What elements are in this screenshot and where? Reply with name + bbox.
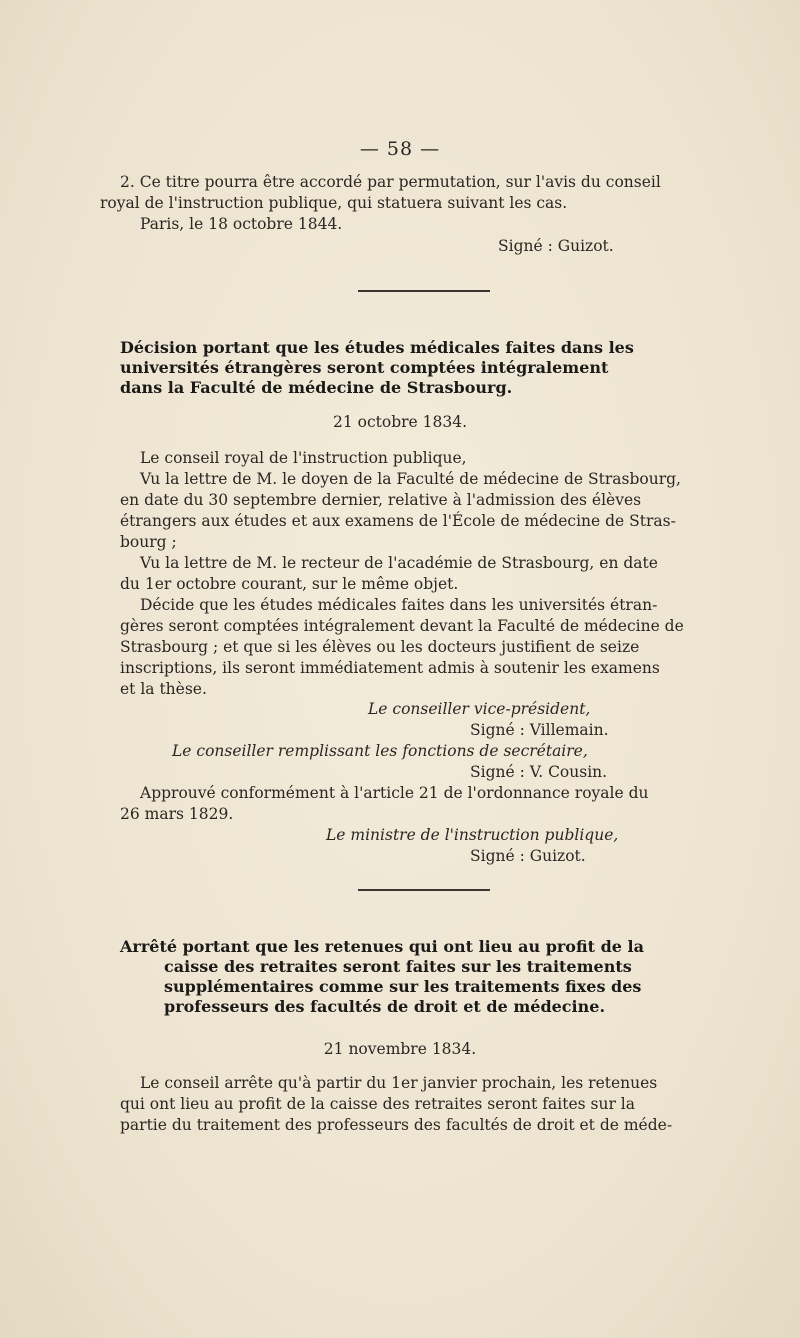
section2-title-line: caisse des retraites seront faites sur les traitements	[164, 957, 632, 976]
intro-line: royal de l'instruction publique, qui statuera suivant les cas.	[100, 194, 568, 212]
section1-body	[120, 448, 696, 700]
approval-paragraph	[120, 783, 696, 825]
section2-title	[120, 937, 698, 1017]
intro-paragraph	[100, 172, 696, 214]
section1-title-line: universités étrangères seront comptées intégralement	[120, 358, 609, 377]
section-divider	[358, 889, 490, 891]
body-line: Le conseil arrête qu'à partir du 1er janvier prochain, les retenues	[140, 1074, 658, 1092]
section1-title-line: Décision portant que les études médicales faites dans les	[120, 338, 634, 357]
body-line: du 1er octobre courant, sur le même objet.	[120, 575, 459, 593]
body-line: étrangers aux études et aux examens de l'École de médecine de Stras-	[120, 512, 676, 530]
sig2-name: Signé : V. Cousin.	[470, 763, 608, 781]
section2-title-line: supplémentaires comme sur les traitements fixes des	[164, 977, 642, 996]
section2-title-line: professeurs des facultés de droit et de médecine.	[164, 997, 606, 1016]
body-line: Le conseil royal de l'instruction publique,	[140, 449, 467, 467]
section-divider	[358, 290, 490, 292]
body-line: et la thèse.	[120, 680, 207, 698]
body-line: gères seront comptées intégralement devant la Faculté de médecine de	[120, 617, 684, 635]
body-line: Strasbourg ; et que si les élèves ou les docteurs justifient de seize	[120, 638, 640, 656]
section2-body	[120, 1073, 696, 1136]
body-line: Vu la lettre de M. le recteur de l'académie de Strasbourg, en date	[140, 554, 658, 572]
approval-line: 26 mars 1829.	[120, 805, 234, 823]
section1-title	[120, 338, 698, 398]
intro-signature: Signé : Guizot.	[498, 237, 614, 255]
intro-line: 2. Ce titre pourra être accordé par permutation, sur l'avis du conseil	[120, 173, 661, 191]
body-line: qui ont lieu au profit de la caisse des retraites seront faites sur la	[120, 1095, 635, 1113]
body-line: en date du 30 septembre dernier, relative à l'admission des élèves	[120, 491, 642, 509]
sig1-name: Signé : Villemain.	[470, 721, 609, 739]
page-number: — 58 —	[359, 138, 441, 160]
body-line: partie du traitement des professeurs des facultés de droit et de méde-	[120, 1116, 673, 1134]
sig3-title: Le ministre de l'instruction publique,	[326, 826, 619, 844]
intro-place-date: Paris, le 18 octobre 1844.	[140, 215, 343, 233]
section2-date: 21 novembre 1834.	[323, 1040, 477, 1058]
sig1-title: Le conseiller vice-président,	[368, 700, 591, 718]
approval-line: Approuvé conformément à l'article 21 de l'ordonnance royale du	[140, 784, 649, 802]
section1-date: 21 octobre 1834.	[332, 413, 468, 431]
section1-title-line: dans la Faculté de médecine de Strasbourg.	[120, 378, 513, 397]
body-line: bourg ;	[120, 533, 177, 551]
body-line: Vu la lettre de M. le doyen de la Faculté de médecine de Strasbourg,	[140, 470, 681, 488]
body-line: inscriptions, ils seront immédiatement admis à soutenir les examens	[120, 659, 660, 677]
section2-title-line: Arrêté portant que les retenues qui ont lieu au profit de la	[120, 937, 644, 956]
sig2-title: Le conseiller remplissant les fonctions de secrétaire,	[172, 742, 588, 760]
body-line: Décide que les études médicales faites dans les universités étran-	[140, 596, 658, 614]
sig3-name: Signé : Guizot.	[470, 847, 586, 865]
